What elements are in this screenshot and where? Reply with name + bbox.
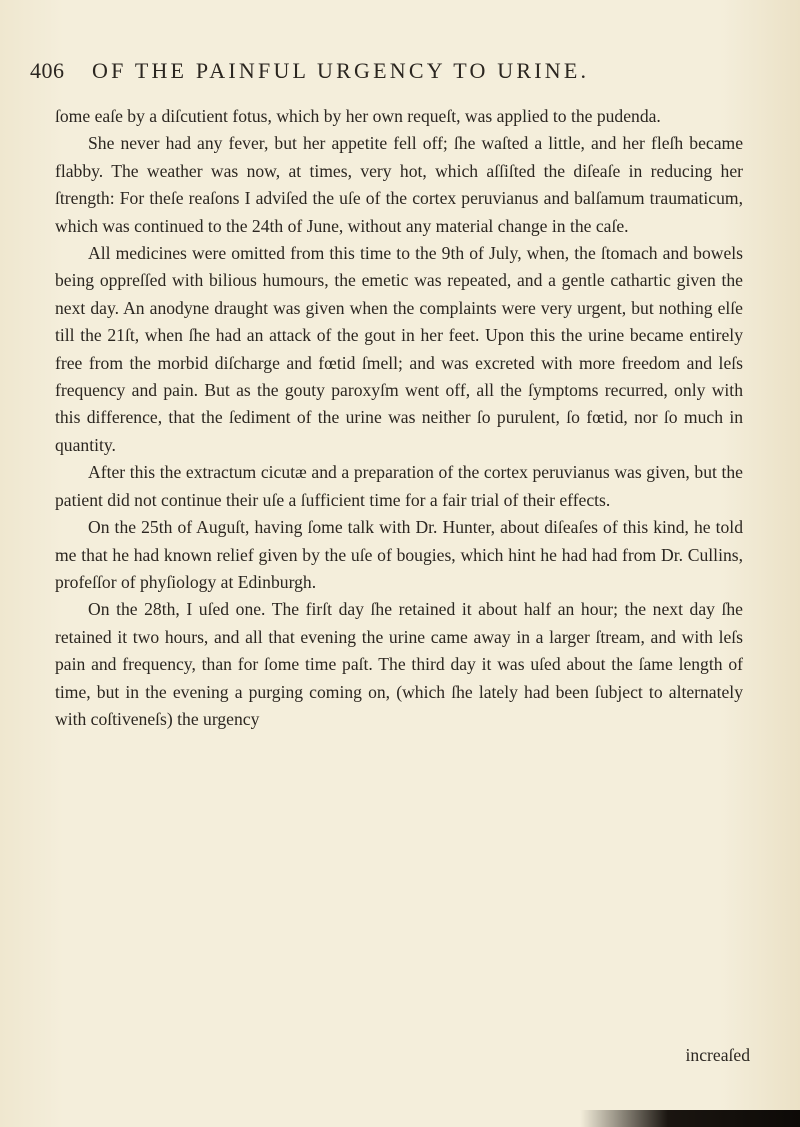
paragraph: After this the extractum cicutæ and a preparation of the cortex peruvianus was given, but the patient did not continue their uſe a ſufficient time for a fair trial of their effects. bbox=[55, 462, 743, 510]
paragraph: ſome eaſe by a diſcutient fotus, which by her own requeſt, was applied to the pudenda. bbox=[55, 106, 661, 126]
catchword: increaſed bbox=[685, 1045, 750, 1065]
page-edge-shadow bbox=[580, 1110, 800, 1127]
body-text bbox=[55, 103, 743, 733]
paragraph: On the 28th, I uſed one. The firſt day ſhe retained it about half an hour; the next day ſhe retained it two hours, and all that evening the urine came away in a larger ſtream, and with leſs pain and frequency, than for ſome time paſt. The third day it was uſed about the ſame length of time, but in the evening a purging coming on, (which ſhe lately had been ſubject to alternately with coſtiveneſs) the urgency bbox=[55, 599, 743, 729]
page-number: 406 bbox=[30, 58, 65, 83]
running-head: OF THE PAINFUL URGENCY TO URINE. bbox=[92, 58, 590, 83]
paragraph: On the 25th of Auguſt, having ſome talk with Dr. Hunter, about diſeaſes of this kind, he told me that he had known relief given by the uſe of bougies, which hint he had had from Dr. Cullins, profeſſor of phyſiology at Edinburgh. bbox=[55, 517, 743, 592]
page-header bbox=[0, 58, 800, 88]
paragraph: All medicines were omitted from this time to the 9th of July, when, the ſtomach and bowels being oppreſſed with bilious humours, the emetic was repeated, and a gentle cathartic given the next day. An anodyne draught was given when the complaints were very urgent, but nothing elſe till the 21ſt, when ſhe had an attack of the gout in her feet. Upon this the urine became entirely free from the morbid diſcharge and fœtid ſmell; and was excreted with more freedom and leſs frequency and pain. But as the gouty paroxyſm went off, all the ſymptoms recurred, only with this difference, that the ſediment of the urine was neither ſo purulent, ſo fœtid, nor ſo much in quantity. bbox=[55, 243, 743, 455]
paragraph: She never had any fever, but her appetite fell off; ſhe waſted a little, and her fleſh became flabby. The weather was now, at times, very hot, which aſſiſted the diſeaſe in reducing her ſtrength: For theſe reaſons I adviſed the uſe of the cortex peruvianus and balſamum traumaticum, which was continued to the 24th of June, without any material change in the caſe. bbox=[55, 133, 743, 236]
